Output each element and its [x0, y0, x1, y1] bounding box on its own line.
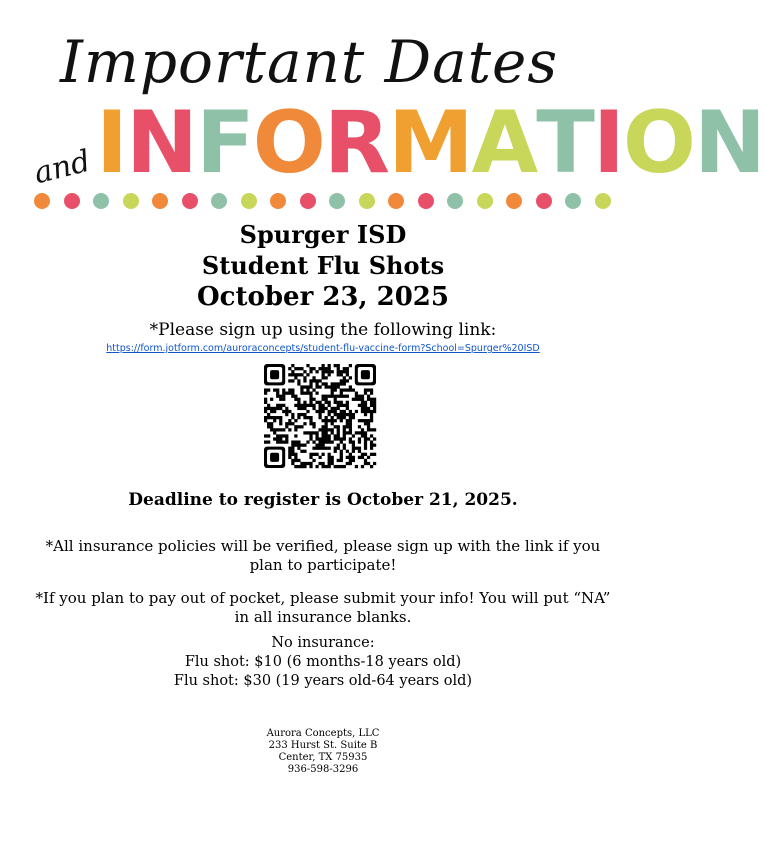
qr-finder-pattern	[264, 364, 285, 385]
banner-dot	[241, 193, 257, 209]
no-insurance-heading: No insurance:	[271, 635, 375, 651]
information-letter: O	[252, 93, 324, 193]
banner-dot	[359, 193, 375, 209]
banner-dot	[595, 193, 611, 209]
header-banner	[0, 0, 764, 220]
signup-link[interactable]: https://form.jotform.com/auroraconcepts/student-flu-vaccine-form?School=Spurger%20ISD	[106, 343, 540, 354]
qr-finder-pattern	[355, 364, 376, 385]
event-title: Student Flu Shots	[201, 251, 445, 280]
banner-dot	[64, 193, 80, 209]
banner-script-title: Important Dates	[60, 28, 559, 96]
price-line-adult: Flu shot: $30 (19 years old-64 years old)	[173, 673, 473, 689]
banner-dot	[536, 193, 552, 209]
information-letter: O	[622, 93, 695, 193]
information-letter: T	[536, 93, 593, 193]
banner-dot	[506, 193, 522, 209]
registration-deadline: Deadline to register is October 21, 2025.	[128, 490, 518, 510]
banner-dot	[93, 193, 109, 209]
banner-dot	[300, 193, 316, 209]
banner-dot	[388, 193, 404, 209]
company-phone: 936-598-3296	[287, 764, 359, 775]
banner-dot	[418, 193, 434, 209]
information-letter: N	[126, 93, 196, 193]
banner-dot	[123, 193, 139, 209]
information-letter: R	[323, 93, 389, 193]
out-of-pocket-note: *If you plan to pay out of pocket, please submit your info! You will put “NA” in all insurance blanks.	[35, 589, 611, 626]
information-letter: F	[195, 93, 253, 193]
signup-instruction: *Please sign up using the following link:	[149, 320, 497, 340]
company-city: Center, TX 75935	[278, 752, 368, 763]
price-line-child: Flu shot: $10 (6 months-18 years old)	[184, 654, 462, 670]
banner-dot	[329, 193, 345, 209]
banner-and-word: and	[30, 143, 94, 192]
banner-dot	[211, 193, 227, 209]
banner-dot	[565, 193, 581, 209]
company-name: Aurora Concepts, LLC	[266, 728, 380, 739]
banner-dot	[152, 193, 168, 209]
qr-code[interactable]	[264, 364, 376, 468]
information-letter: N	[694, 93, 764, 193]
event-date: October 23, 2025	[197, 282, 449, 312]
information-letter: I	[96, 93, 126, 193]
insurance-note: *All insurance policies will be verified, please sign up with the link if you plan to participate!	[45, 537, 601, 574]
information-letter: I	[592, 93, 623, 193]
company-street: 233 Hurst St. Suite B	[268, 740, 378, 751]
information-letter: M	[388, 93, 472, 193]
banner-dot	[447, 193, 463, 209]
school-name: Spurger ISD	[239, 220, 407, 249]
banner-dot	[34, 193, 50, 209]
banner-dot	[182, 193, 198, 209]
banner-dot	[270, 193, 286, 209]
banner-dot	[477, 193, 493, 209]
information-letter: A	[471, 93, 537, 193]
banner-dot-row	[34, 193, 614, 211]
qr-finder-pattern	[264, 447, 285, 468]
banner-information-word	[96, 93, 764, 193]
